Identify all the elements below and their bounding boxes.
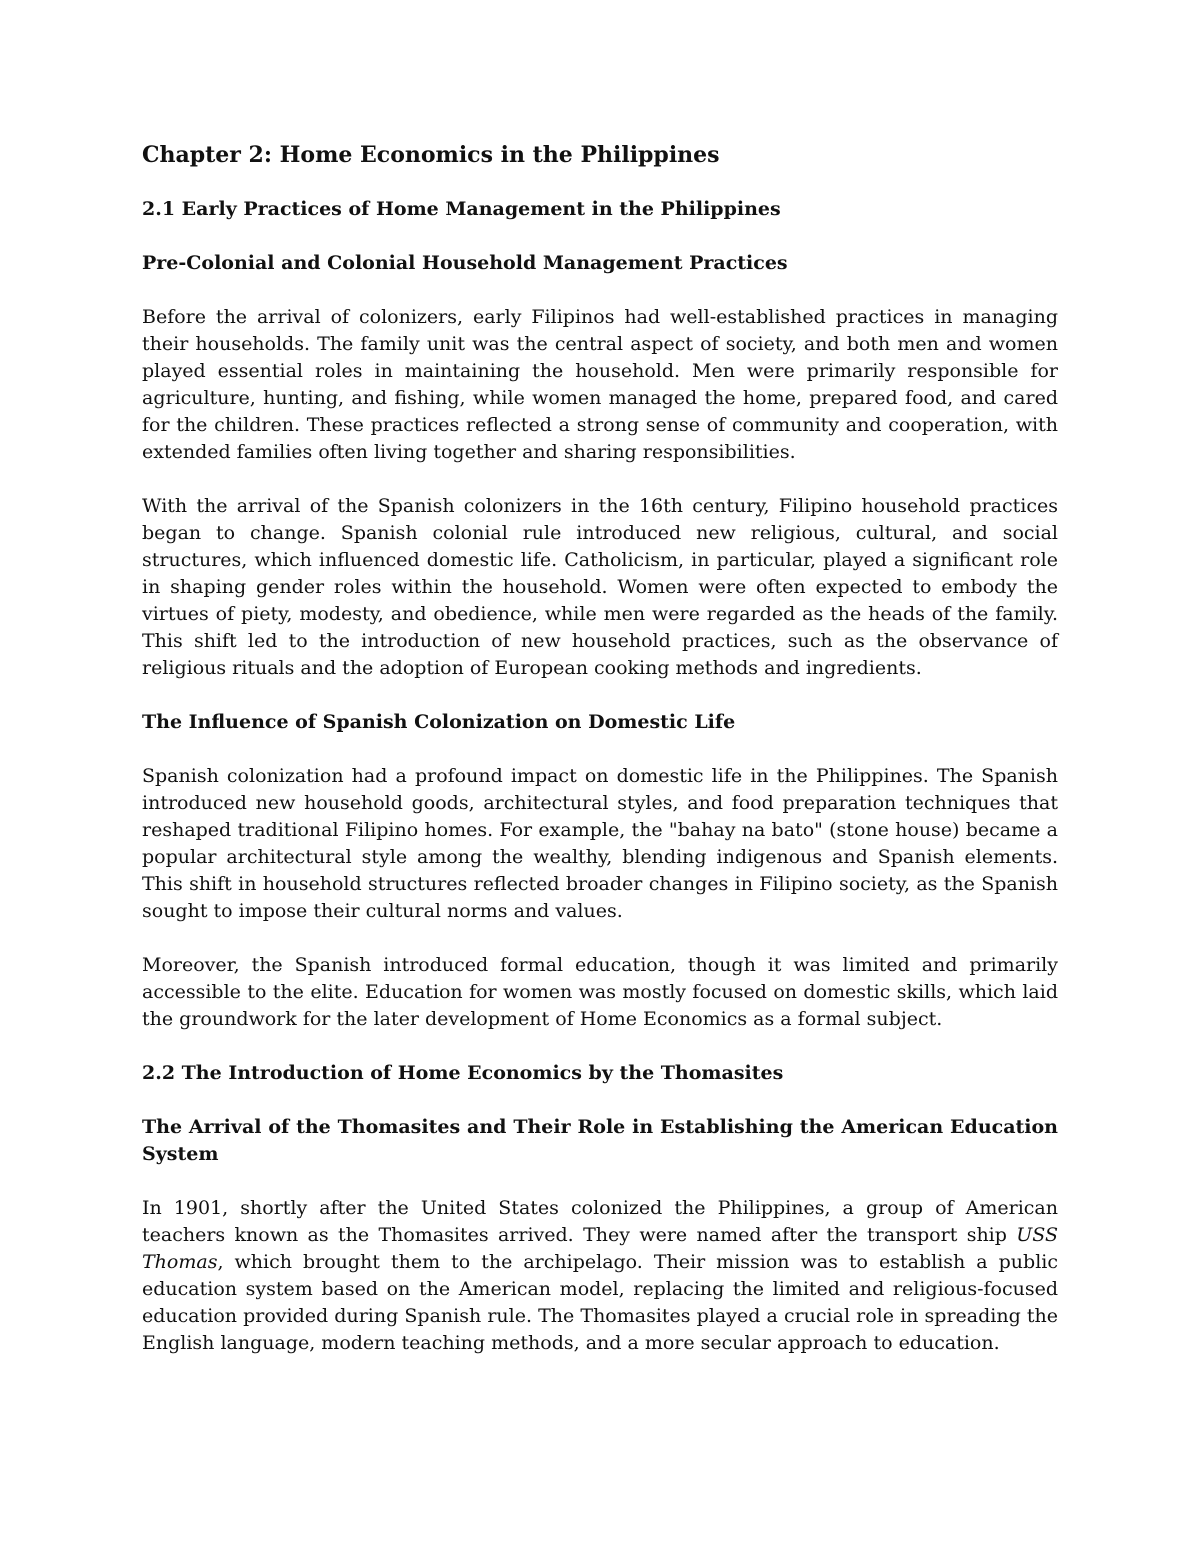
document-page xyxy=(142,140,1058,1384)
paragraph-thomasites-text-1: In 1901, shortly after the United States colonized the Philippines, a group of American teachers known as the Thomasites arrived. They were named after the transport ship xyxy=(142,1197,1058,1246)
paragraph-pre-colonial: Before the arrival of colonizers, early Filipinos had well-established practices in managing their households. The family unit was the central aspect of society, and both men and women played essential roles in maintaining the household. Men were primarily responsible for agriculture, hunting, and fishing, while women managed the home, prepared food, and cared for the children. These practices reflected a strong sense of community and cooperation, with extended families often living together and sharing responsibilities. xyxy=(142,306,1058,463)
section-heading-2-2: 2.2 The Introduction of Home Economics by the Thomasites xyxy=(142,1062,784,1084)
paragraph-thomasites-text-2: , which brought them to the archipelago. Their mission was to establish a public education system based on the American model, replacing the limited and religious-focused education provided during Spanish rule. The Thomasites played a crucial role in spreading the English language, modern teaching methods, and a more secular approach to education. xyxy=(142,1251,1058,1354)
subheading-pre-colonial: Pre-Colonial and Colonial Household Management Practices xyxy=(142,252,788,274)
subheading-spanish-influence: The Influence of Spanish Colonization on Domestic Life xyxy=(142,711,736,733)
paragraph-spanish-arrival: With the arrival of the Spanish colonizers in the 16th century, Filipino household practices began to change. Spanish colonial rule introduced new religious, cultural, and social structures, which influenced domestic life. Catholicism, in particular, played a significant role in shaping gender roles within the household. Women were often expected to embody the virtues of piety, modesty, and obedience, while men were regarded as the heads of the family. This shift led to the introduction of new household practices, such as the observance of religious rituals and the adoption of European cooking methods and ingredients. xyxy=(142,495,1058,679)
paragraph-spanish-impact: Spanish colonization had a profound impact on domestic life in the Philippines. The Spanish introduced new household goods, architectural styles, and food preparation techniques that reshaped traditional Filipino homes. For example, the "bahay na bato" (stone house) became a popular architectural style among the wealthy, blending indigenous and Spanish elements. This shift in household structures reflected broader changes in Filipino society, as the Spanish sought to impose their cultural norms and values. xyxy=(142,765,1058,922)
chapter-title: Chapter 2: Home Economics in the Philippines xyxy=(142,142,720,168)
ship-name-italic: USS Thomas xyxy=(142,1224,1058,1273)
section-heading-2-1: 2.1 Early Practices of Home Management in the Philippines xyxy=(142,198,781,220)
subheading-thomasites-arrival: The Arrival of the Thomasites and Their Role in Establishing the American Education System xyxy=(142,1116,1058,1165)
paragraph-thomasites xyxy=(142,1195,1058,1357)
paragraph-formal-education: Moreover, the Spanish introduced formal education, though it was limited and primarily accessible to the elite. Education for women was mostly focused on domestic skills, which laid the groundwork for the later development of Home Economics as a formal subject. xyxy=(142,954,1058,1030)
